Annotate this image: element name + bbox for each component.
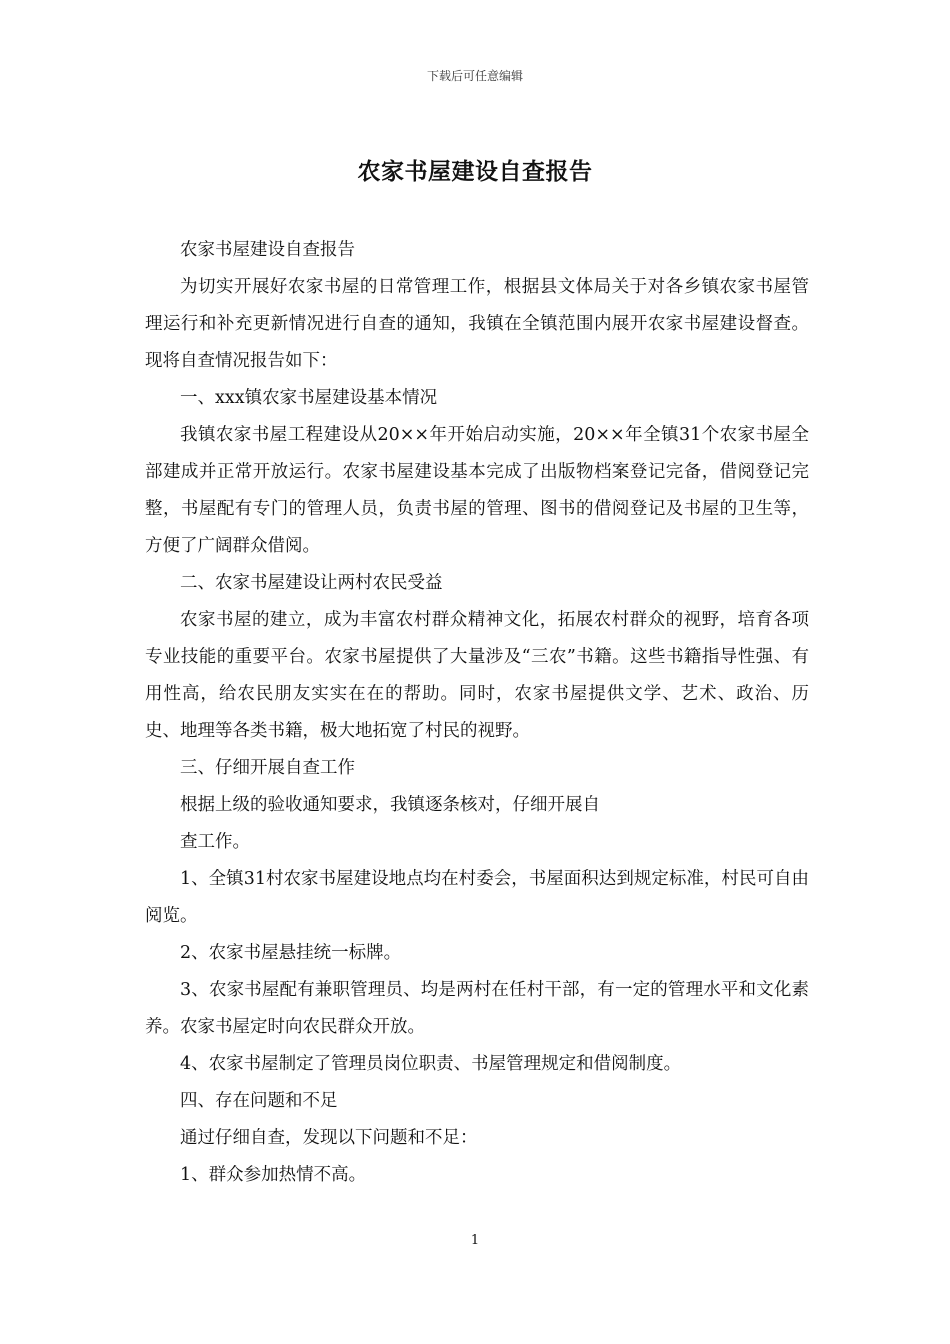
problem-item-1: 1、群众参加热情不高。 — [180, 1165, 367, 1185]
section-heading-4: 四、存在问题和不足 — [180, 1091, 338, 1111]
section-heading-3: 三、仔细开展自查工作 — [180, 758, 355, 778]
paragraph-basic-situation: 我镇农家书屋工程建设从20××年开始启动实施，20××年全镇31个农家书屋全部建成并正常开放运行。农家书屋建设基本完成了出版物档案登记完备，借阅登记完整，书屋配有专门的管理人员，负责书屋的管理、图书的借阅登记及书屋的卫生等，方便了广阔群众借阅。 — [145, 425, 809, 556]
paragraph-subtitle: 农家书屋建设自查报告 — [180, 240, 355, 260]
paragraph-inspection-line1: 根据上级的验收通知要求，我镇逐条核对，仔细开展自 — [180, 795, 600, 815]
section-heading-1: 一、xxx镇农家书屋建设基本情况 — [180, 388, 438, 408]
paragraph-benefits: 农家书屋的建立，成为丰富农村群众精神文化，拓展农村群众的视野，培育各项专业技能的重要平台。农家书屋提供了大量涉及“三农”书籍。这些书籍指导性强、有用性高，给农民朋友实实在在的帮助。同时，农家书屋提供文学、艺术、政治、历史、地理等各类书籍，极大地拓宽了村民的视野。 — [145, 610, 809, 741]
document-title: 农家书屋建设自查报告 — [357, 158, 593, 185]
list-item-4: 4、农家书屋制定了管理员岗位职责、书屋管理规定和借阅制度。 — [180, 1054, 682, 1074]
list-item-3: 3、农家书屋配有兼职管理员、均是两村在任村干部，有一定的管理水平和文化素养。农家书屋定时向农民群众开放。 — [145, 980, 809, 1037]
section-heading-2: 二、农家书屋建设让两村农民受益 — [180, 573, 443, 593]
paragraph-problems-intro: 通过仔细自查，发现以下问题和不足： — [180, 1128, 478, 1148]
list-item-1: 1、全镇31村农家书屋建设地点均在村委会，书屋面积达到规定标准，村民可自由阅览。 — [145, 869, 809, 926]
paragraph-inspection-line2: 查工作。 — [180, 832, 250, 852]
page-number: 1 — [470, 1233, 480, 1248]
document-body — [145, 232, 809, 1194]
list-item-2: 2、农家书屋悬挂统一标牌。 — [180, 943, 402, 963]
paragraph-intro: 为切实开展好农家书屋的日常管理工作，根据县文体局关于对各乡镇农家书屋管理运行和补充更新情况进行自查的通知，我镇在全镇范围内展开农家书屋建设督查。现将自查情况报告如下： — [145, 277, 809, 371]
header-note: 下载后可任意编辑 — [426, 69, 523, 83]
